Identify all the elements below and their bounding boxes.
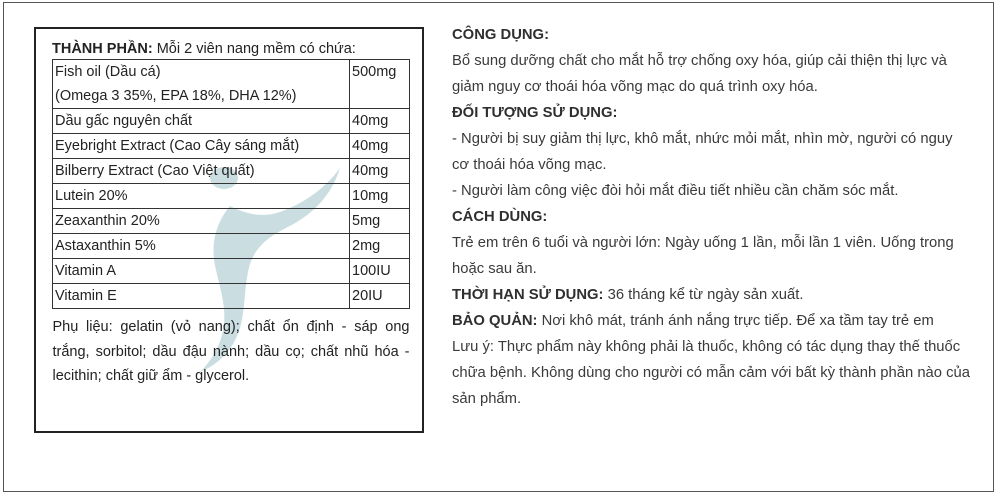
ingredient-amount: 5mg [350, 209, 410, 234]
shelf-life-heading: THỜI HẠN SỬ DỤNG: [452, 287, 604, 303]
table-row [53, 284, 410, 309]
table-row [53, 109, 410, 134]
target-text-2: - Người làm công việc đòi hỏi mắt điều tiết nhiều cần chăm sóc mắt. [452, 183, 899, 199]
ingredient-name: Dầu gấc nguyên chất [53, 109, 350, 134]
target-heading: ĐỐI TƯỢNG SỬ DỤNG: [452, 105, 618, 121]
excipients-row [53, 309, 410, 389]
excipients-text: Phụ liệu: gelatin (vỏ nang); chất ổn định - sáp ong trắng, sorbitol; dầu đậu nành; dầu cọ; chất nhũ hóa - lecithin; chất giữ ẩm - glycerol. [52, 319, 410, 384]
ingredient-name: Eyebright Extract (Cao Cây sáng mắt) [53, 134, 350, 159]
ingredient-name [53, 60, 350, 109]
table-row [53, 60, 410, 109]
ingredient-name: Bilberry Extract (Cao Việt quất) [53, 159, 350, 184]
storage-text: Nơi khô mát, tránh ánh nắng trực tiếp. Để xa tầm tay trẻ em [537, 313, 934, 329]
table-row [53, 209, 410, 234]
note-text: Lưu ý: Thực phẩm này không phải là thuốc, không có tác dụng thay thế thuốc chữa bệnh. Không dùng cho người có mẫn cảm với bất kỳ thành phần nào của sản phẩm. [452, 339, 970, 407]
ingredient-amount: 100IU [350, 259, 410, 284]
shelf-life-text: 36 tháng kể từ ngày sản xuất. [603, 287, 804, 303]
ingredients-title-rest: Mỗi 2 viên nang mềm có chứa: [152, 41, 356, 57]
ingredient-name: Vitamin E [53, 284, 350, 309]
storage-line [452, 308, 972, 334]
ingredients-table [52, 59, 410, 389]
table-row [53, 234, 410, 259]
shelf-life-line [452, 282, 972, 308]
ingredient-name: Vitamin A [53, 259, 350, 284]
ingredient-name: Astaxanthin 5% [53, 234, 350, 259]
uses-heading: CÔNG DỤNG: [452, 27, 549, 43]
usage-heading: CÁCH DÙNG: [452, 209, 548, 225]
ingredient-amount: 10mg [350, 184, 410, 209]
table-row [53, 134, 410, 159]
ingredient-amount: 2mg [350, 234, 410, 259]
storage-heading: BẢO QUẢN: [452, 313, 538, 329]
ingredient-amount: 40mg [350, 159, 410, 184]
ingredient-amount: 40mg [350, 109, 410, 134]
ingredients-title [52, 39, 410, 59]
ingredient-name-sub: (Omega 3 35%, EPA 18%, DHA 12%) [55, 88, 297, 104]
table-row [53, 184, 410, 209]
ingredient-amount: 500mg [350, 60, 410, 109]
info-panel [452, 22, 972, 412]
target-text-1: - Người bị suy giảm thị lực, khô mắt, nhức mỏi mắt, nhìn mờ, người có nguy cơ thoái hóa võng mạc. [452, 131, 953, 173]
table-row [53, 159, 410, 184]
ingredient-name: Zeaxanthin 20% [53, 209, 350, 234]
ingredient-amount: 20IU [350, 284, 410, 309]
ingredients-panel [34, 27, 424, 433]
table-row [53, 259, 410, 284]
uses-text: Bổ sung dưỡng chất cho mắt hỗ trợ chống oxy hóa, giúp cải thiện thị lực và giảm nguy cơ thoái hóa võng mạc do quá trình oxy hóa. [452, 53, 947, 95]
ingredient-name: Lutein 20% [53, 184, 350, 209]
ingredients-title-bold: THÀNH PHẦN: [52, 41, 153, 57]
usage-text: Trẻ em trên 6 tuổi và người lớn: Ngày uống 1 lần, mỗi lần 1 viên. Uống trong hoặc sau ăn. [452, 235, 954, 277]
ingredient-amount: 40mg [350, 134, 410, 159]
ingredient-name-main: Fish oil (Dầu cá) [55, 64, 161, 80]
